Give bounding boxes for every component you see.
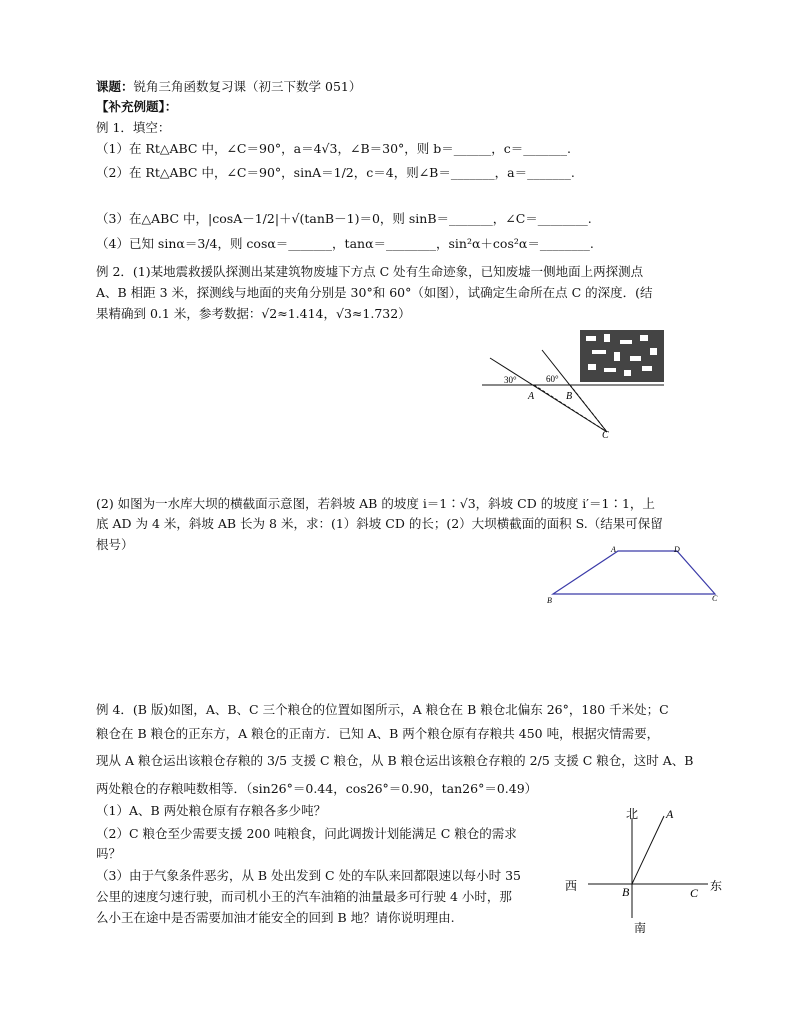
ex4-q2-line1: （2）C 粮仓至少需要支援 200 吨粮食，问此调拨计划能满足 C 粮仓的需求 xyxy=(96,826,517,841)
ex4-line3: 现从 A 粮仓运出该粮仓存粮的 3/5 支援 C 粮仓，从 B 粮仓运出该粮仓存粮的 2/5 支援 C 粮仓，这时 A、B xyxy=(96,753,694,768)
ex4-q3-line2: 公里的速度匀速行驶，而司机小王的汽车油箱的油量最多可行驶 4 小时，那 xyxy=(96,889,512,904)
east-label: 东 xyxy=(710,879,723,893)
dam-label-c: C xyxy=(712,594,718,603)
dam-cross-section xyxy=(553,551,715,594)
dam-label-a: A xyxy=(611,545,616,554)
label-c: C xyxy=(690,886,699,900)
ex4-line2: 粮仓在 B 粮仓的正东方，A 粮仓的正南方．已知 A、B 两个粮仓原有存粮共 450 吨，根据灾情需要， xyxy=(96,726,660,741)
title-text: 锐角三角函数复习课（初三下数学 051） xyxy=(133,79,362,94)
ex1-q4: （4）已知 sinα＝3/4，则 cosα＝_______，tanα＝________，sin²α＋cos²α＝________. xyxy=(96,236,594,251)
ex4-q3-line3: 么小王在途中是否需要加油才能安全的回到 B 地？请你说明理由. xyxy=(96,910,455,925)
angle-60-label: 60° xyxy=(546,374,559,384)
section-heading: 【补充例题】： xyxy=(96,99,178,114)
label-b: B xyxy=(622,885,630,899)
ex1-heading: 例 1．填空： xyxy=(96,120,171,135)
ex2-p1-line3: 果精确到 0.1 米，参考数据：√2≈1.414，√3≈1.732） xyxy=(96,306,411,321)
figure-detection xyxy=(482,330,682,440)
ex4-line1: 例 4．(B 版)如图，A、B、C 三个粮仓的位置如图所示，A 粮仓在 B 粮仓北偏东 26°，180 千米处；C xyxy=(96,702,669,717)
label-a: A xyxy=(666,807,674,821)
ex2-p1-line1: 例 2．(1)某地震救援队探测出某建筑物废墟下方点 C 处有生命迹象，已知废墟一侧地面上两探测点 xyxy=(96,264,644,279)
south-label: 南 xyxy=(634,921,647,935)
ex1-q3: （3）在△ABC 中，|cosA－1/2|＋√(tanB－1)＝0，则 sinB＝_______，∠C＝________. xyxy=(96,211,592,226)
figure-compass xyxy=(560,800,730,935)
point-c-label: C xyxy=(602,430,609,441)
ex2-p2-line2: 底 AD 为 4 米，斜坡 AB 长为 8 米，求：(1）斜坡 CD 的长；(2）大坝横截面的面积 S.（结果可保留 xyxy=(96,516,663,531)
ex1-q1: （1）在 Rt△ABC 中，∠C＝90°，a＝4√3，∠B＝30°，则 b＝______，c＝_______. xyxy=(96,141,571,156)
lesson-title xyxy=(96,79,361,94)
ex4-line4: 两处粮仓的存粮吨数相等．（sin26°＝0.44，cos26°＝0.90，tan26°＝0.49） xyxy=(96,781,538,796)
ex2-p2-line1: (2) 如图为一水库大坝的横截面示意图，若斜坡 AB 的坡度 i＝1∶√3，斜坡 CD 的坡度 i′＝1∶1，上 xyxy=(96,496,655,511)
line-ba xyxy=(632,816,664,884)
angle-30-label: 30° xyxy=(504,375,517,385)
ex1-q2: （2）在 Rt△ABC 中，∠C＝90°，sinA＝1/2，c＝4，则∠B＝_______，a＝_______. xyxy=(96,165,575,180)
ex4-q3-line1: （3）由于气象条件恶劣，从 B 处出发到 C 处的车队来回都限速以每小时 35 xyxy=(96,868,521,883)
dam-label-d: D xyxy=(674,545,680,554)
ex2-p1-line2: A、B 相距 3 米，探测线与地面的夹角分别是 30°和 60°（如图），试确定生命所在点 C 的深度．(结 xyxy=(96,285,653,300)
point-b-label: B xyxy=(566,391,573,402)
ex2-p2-line3: 根号） xyxy=(96,537,134,552)
ex4-q2-line2: 吗？ xyxy=(96,846,122,861)
dam-label-b: B xyxy=(547,596,552,605)
ex4-q1: （1）A、B 两处粮仓原有存粮各多少吨？ xyxy=(96,803,327,818)
point-a-label: A xyxy=(528,391,535,402)
north-label: 北 xyxy=(626,807,639,821)
title-label: 课题： xyxy=(96,79,134,94)
figure-dam xyxy=(545,545,725,605)
west-label: 西 xyxy=(565,879,578,893)
